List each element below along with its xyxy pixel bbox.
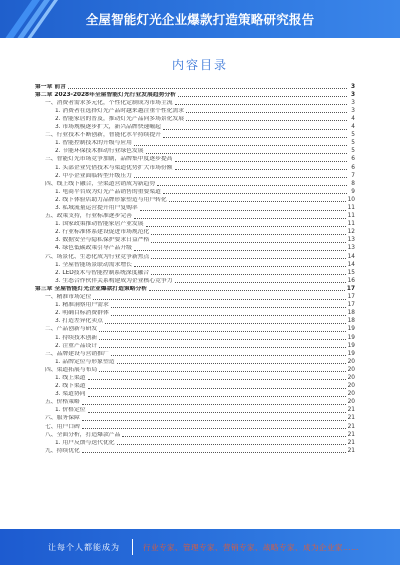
toc-entry[interactable] [35, 381, 355, 389]
toc-entry[interactable] [35, 98, 355, 106]
toc-entry[interactable] [35, 268, 355, 276]
toc-leader-dots [163, 137, 347, 138]
toc-entry-title: 2. 中小企业面临转型升级压力 [55, 172, 132, 179]
toc-entry[interactable] [35, 422, 355, 430]
toc-entry-title: 2. 节能环保技术推动行业绿色发展 [55, 148, 144, 155]
toc-entry[interactable] [35, 252, 355, 260]
toc-entry-page: 3 [351, 107, 355, 114]
toc-entry[interactable] [35, 276, 355, 284]
toc-entry-page: 4 [351, 124, 355, 131]
toc-leader-dots [146, 226, 346, 227]
toc-entry-page: 6 [351, 164, 355, 171]
toc-entry[interactable] [35, 349, 355, 357]
toc-entry-page: 20 [347, 366, 355, 373]
toc-entry[interactable] [35, 171, 355, 179]
toc-entry[interactable] [35, 292, 355, 300]
toc-entry-page: 6 [351, 156, 355, 163]
toc-entry-title: 四、线上线下融合，全渠道营销成为新趋势 [45, 180, 156, 187]
toc-leader-dots [82, 428, 346, 429]
toc-leader-dots [99, 371, 345, 372]
footer-roles: 行业专家、管理专家、营销专家、战略专家、成为企业家…… [143, 542, 359, 552]
toc-entry[interactable] [35, 333, 355, 341]
toc-entry-page: 19 [347, 342, 355, 349]
toc-leader-dots [169, 201, 346, 202]
toc-entry-page: 17 [346, 285, 355, 292]
toc-entry-title: 3. 生态合作伙伴关系构建成为企业核心竞争力 [55, 277, 173, 284]
toc-leader-dots [157, 185, 347, 186]
toc-entry-title: 3. 数据安全与隐私保护要求日益严格 [55, 237, 150, 244]
toc-entry-title: 1. 持续技术创新 [55, 334, 98, 341]
toc-entry-page: 12 [347, 229, 355, 236]
toc-entry[interactable] [35, 90, 355, 98]
toc-entry-page: 20 [347, 391, 355, 398]
toc-entry-page: 21 [347, 439, 355, 446]
toc-entry-title: 第二章 2023-2028年全屋智能灯光行业发展趋势分析 [35, 91, 177, 98]
toc-leader-dots [68, 88, 347, 89]
toc-entry[interactable] [35, 284, 355, 292]
toc-entry[interactable] [35, 179, 355, 187]
toc-entry-title: 2. 智能家居的普及，推动灯光产品向多场景化发展 [55, 115, 185, 122]
toc-entry-page: 20 [347, 383, 355, 390]
toc-entry[interactable] [35, 82, 355, 90]
toc-entry[interactable] [35, 406, 355, 414]
toc-entry-page: 20 [347, 399, 355, 406]
toc-entry[interactable] [35, 365, 355, 373]
toc-leader-dots [122, 436, 345, 437]
toc-entry-page: 3 [350, 91, 355, 98]
toc-entry[interactable] [35, 163, 355, 171]
toc-leader-dots [82, 420, 346, 421]
toc-leader-dots [163, 193, 347, 194]
toc-entry-page: 21 [347, 415, 355, 422]
toc-entry-title: 八、全面分析，打造爆款产品 [45, 431, 121, 438]
toc-entry-page: 11 [347, 221, 355, 228]
toc-entry[interactable] [35, 317, 355, 325]
toc-entry-page: 5 [351, 148, 355, 155]
toc-entry[interactable] [35, 139, 355, 147]
toc-entry-title: 2. LED技术与智能控制系统深度融合 [55, 269, 150, 276]
toc-entry-page: 19 [347, 334, 355, 341]
toc-entry-page: 20 [347, 358, 355, 365]
toc-leader-dots [151, 234, 345, 235]
toc-entry-title: 1. 智能控制技术的升级与应用 [55, 140, 132, 147]
toc-entry-title: 3. 渠道协同 [55, 391, 86, 398]
toc-entry[interactable] [35, 122, 355, 130]
toc-entry-page: 20 [347, 374, 355, 381]
toc-leader-dots [163, 129, 347, 130]
toc-entry-title: 1. 全屋智能场景联动需求增长 [55, 261, 132, 268]
toc-entry-title: 五、政策支持，行业标准逐步完善 [45, 213, 132, 220]
toc-leader-dots [134, 145, 347, 146]
toc-entry-title: 1. 用户反馈与迭代优化 [55, 439, 115, 446]
toc-entry-title: 五、价格策略 [45, 399, 80, 406]
toc-leader-dots [151, 242, 345, 243]
toc-leader-dots [186, 112, 347, 113]
toc-entry-title: 2. 线下渠道 [55, 383, 86, 390]
toc-entry[interactable] [35, 220, 355, 228]
toc-entry-page: 11 [347, 205, 355, 211]
toc-heading: 内容目录 [171, 58, 228, 72]
toc-entry[interactable] [35, 309, 355, 317]
toc-entry-page: 3 [350, 83, 355, 90]
toc-entry[interactable] [35, 398, 355, 406]
toc-entry-title: 1. 品牌定位与形象塑造 [55, 358, 115, 365]
toc-entry-page: 15 [347, 269, 355, 276]
toc-leader-dots [140, 210, 346, 211]
toc-leader-dots [111, 315, 346, 316]
toc-entry-title: 九、持续优化 [45, 447, 80, 454]
toc-leader-dots [88, 396, 346, 397]
toc-entry[interactable] [35, 390, 355, 398]
toc-entry-page: 21 [347, 423, 355, 430]
toc-entry-page: 18 [347, 310, 355, 317]
toc-entry[interactable] [35, 212, 355, 220]
toc-leader-dots [134, 218, 346, 219]
toc-entry[interactable] [35, 357, 355, 365]
toc-entry-title: 3. 打造差异化卖点 [55, 318, 103, 325]
toc-entry[interactable] [35, 228, 355, 236]
toc-leader-dots [99, 339, 345, 340]
toc-entry-title: 一、精准市场定位 [45, 294, 92, 301]
toc-entry[interactable] [35, 187, 355, 195]
toc-entry-page: 14 [347, 253, 355, 260]
toc-entry-title: 1. 线上渠道 [55, 374, 86, 381]
toc-entry-title: 4. 绿色低碳政策引导产品升级 [55, 245, 132, 252]
toc-entry-title: 六、场景化、生态化成为行业竞争新焦点 [45, 253, 150, 260]
toc-entry-page: 7 [351, 172, 355, 179]
toc-entry-title: 2. 注重产品设计 [55, 342, 98, 349]
toc-entry[interactable] [35, 301, 355, 309]
toc-entry-page: 21 [347, 431, 355, 438]
toc-entry-title: 1. 电商平台成为灯光产品销售的重要渠道 [55, 188, 161, 195]
toc-leader-dots [88, 388, 346, 389]
toc-entry-page: 3 [351, 99, 355, 106]
toc-leader-dots [111, 307, 346, 308]
toc-leader-dots [82, 404, 346, 405]
toc-entry-title: 2. 线下体验店助力品牌形象塑造与用户转化 [55, 196, 167, 203]
toc-entry-title: 二、行业技术不断创新，智能化水平持续提升 [45, 132, 161, 139]
toc-leader-dots [151, 258, 345, 259]
toc-leader-dots [117, 444, 346, 445]
toc-leader-dots [178, 96, 347, 97]
toc-entry-page: 8 [351, 180, 355, 187]
toc-entry-page: 5 [351, 132, 355, 139]
toc-leader-dots [88, 412, 346, 413]
toc-entry-title: 四、渠道拓展与布局 [45, 366, 98, 373]
toc-entry-page: 9 [351, 188, 355, 195]
toc-entry[interactable] [35, 195, 355, 203]
toc-leader-dots [88, 379, 346, 380]
report-footer-banner [0, 529, 400, 565]
toc-leader-dots [186, 120, 347, 121]
toc-entry[interactable] [35, 244, 355, 252]
toc-entry-title: 七、用户口碑 [45, 423, 80, 430]
toc-entry-title: 1. 消费者在选择灯光产品时越来越注重个性化需求 [55, 107, 185, 114]
toc-entry-page: 11 [347, 213, 355, 220]
table-of-contents [35, 82, 355, 454]
toc-leader-dots [111, 355, 346, 356]
toc-entry-page: 18 [347, 318, 355, 325]
toc-leader-dots [151, 274, 346, 275]
toc-leader-dots [175, 161, 347, 162]
toc-entry-page: 16 [347, 277, 355, 284]
toc-leader-dots [117, 363, 346, 364]
toc-entry-page: 13 [347, 237, 355, 244]
footer-divider [132, 539, 133, 555]
toc-leader-dots [99, 331, 345, 332]
toc-entry-title: 3. 私域流量运营提升用户复购率 [55, 205, 138, 211]
toc-entry-title: 二、产品创新与研发 [45, 326, 98, 333]
toc-leader-dots [82, 452, 346, 453]
toc-entry-title: 第三章 全屋智能灯光企业爆款打造策略分析 [35, 285, 148, 292]
toc-entry[interactable] [35, 236, 355, 244]
toc-entry[interactable] [35, 430, 355, 438]
toc-entry[interactable] [35, 155, 355, 163]
toc-entry-page: 14 [347, 261, 355, 268]
toc-entry-title: 1. 头部企业凭借技术与渠道优势扩大市场份额 [55, 164, 173, 171]
toc-entry[interactable] [35, 446, 355, 454]
toc-entry-page: 10 [347, 196, 355, 203]
report-header-banner [0, 0, 400, 38]
toc-leader-dots [134, 266, 346, 267]
toc-entry[interactable] [35, 131, 355, 139]
toc-entry-title: 三、智能灯光市场竞争加剧，品牌集中度逐步提高 [45, 156, 173, 163]
toc-entry[interactable] [35, 147, 355, 155]
toc-entry-title: 2. 行业标准体系建设促进市场规范化 [55, 229, 150, 236]
toc-leader-dots [146, 153, 347, 154]
toc-entry-title: 第一章 前言 [35, 83, 67, 90]
toc-entry-title: 1. 精准洞察用户需求 [55, 302, 109, 309]
toc-entry-title: 2. 明确目标消费群体 [55, 310, 109, 317]
footer-slogan: 让每个人都能成为 [48, 542, 120, 552]
toc-entry-title: 六、服务保障 [45, 415, 80, 422]
toc-entry[interactable] [35, 414, 355, 422]
toc-leader-dots [149, 290, 345, 291]
toc-entry-page: 21 [347, 447, 355, 454]
toc-entry-title: 1. 价格定位 [55, 407, 86, 414]
toc-entry[interactable] [35, 373, 355, 381]
report-title: 全屋智能灯光企业爆款打造策略研究报告 [85, 12, 315, 27]
toc-entry-title: 3. 市场规模逐步扩大，新兴品牌快速崛起 [55, 124, 161, 131]
toc-entry-page: 17 [347, 294, 355, 301]
toc-entry-title: 一、消费者需求多元化，个性化定制成为市场主流 [45, 99, 173, 106]
toc-leader-dots [175, 282, 346, 283]
toc-entry-title: 三、品牌建设与营销推广 [45, 350, 109, 357]
toc-entry-page: 19 [347, 350, 355, 357]
toc-leader-dots [105, 323, 346, 324]
toc-leader-dots [134, 177, 347, 178]
toc-entry[interactable] [35, 106, 355, 114]
toc-leader-dots [93, 299, 345, 300]
toc-entry[interactable] [35, 438, 355, 446]
toc-entry[interactable] [35, 341, 355, 349]
toc-leader-dots [99, 347, 345, 348]
toc-entry-page: 13 [347, 245, 355, 252]
toc-entry[interactable] [35, 325, 355, 333]
toc-entry[interactable] [35, 203, 355, 211]
toc-entry-page: 21 [347, 407, 355, 414]
toc-entry-page: 19 [347, 326, 355, 333]
toc-leader-dots [134, 250, 346, 251]
toc-entry[interactable] [35, 114, 355, 122]
toc-entry-page: 17 [347, 302, 355, 309]
toc-entry-page: 5 [351, 140, 355, 147]
toc-entry[interactable] [35, 260, 355, 268]
toc-leader-dots [175, 169, 347, 170]
toc-entry-title: 1. 国家政策推动智能家居产业发展 [55, 221, 144, 228]
toc-leader-dots [175, 104, 347, 105]
toc-entry-page: 4 [351, 115, 355, 122]
